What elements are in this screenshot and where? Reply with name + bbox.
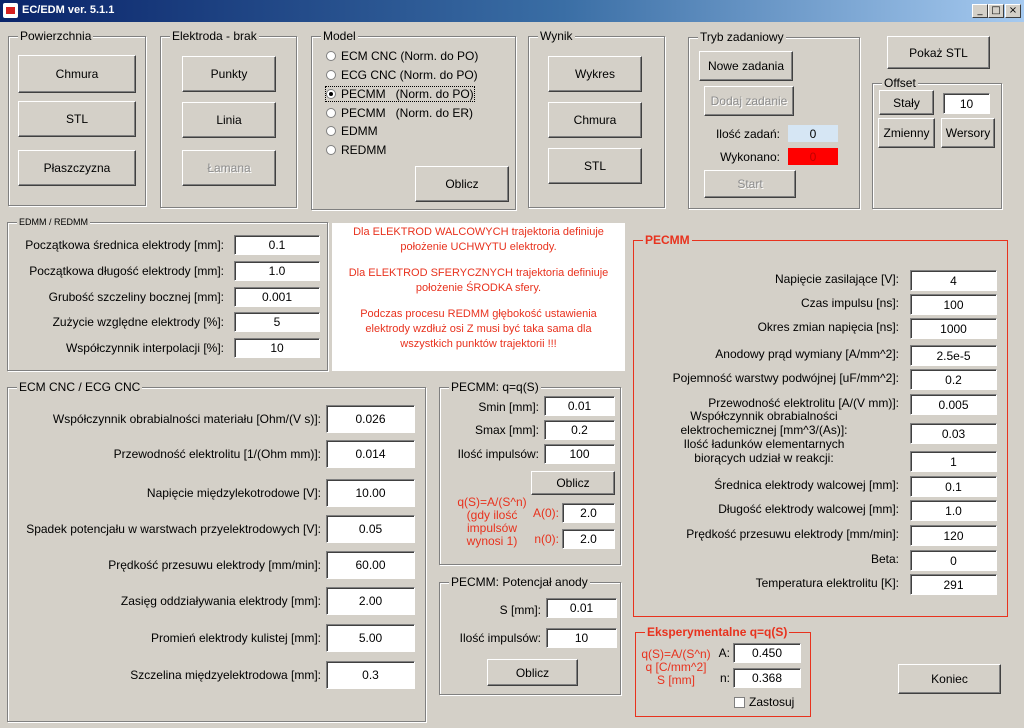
ecm-napiecie-label: Napięcie międzylekotrodowe [V]: [146, 486, 321, 500]
radio-pecmm-po[interactable] [326, 87, 474, 101]
radio-ecg-cnc[interactable] [326, 68, 478, 82]
radio-edmm[interactable] [326, 124, 378, 138]
powierzchnia-stl-button[interactable]: STL [18, 101, 136, 137]
edmm-dlugosc-label: Początkowa długość elektrody [mm]: [29, 264, 224, 278]
powierzchnia-chmura-button[interactable]: Chmura [18, 55, 136, 93]
pecmm-prad-label: Anodowy prąd wymiany [A/mm^2]: [715, 347, 899, 361]
model-oblicz-button[interactable]: Oblicz [415, 166, 509, 202]
edmm-interpolacja-label: Współczynnik interpolacji [%]: [65, 341, 224, 355]
wykonano-value: 0 [788, 148, 838, 165]
edmm-grubosc-label: Grubość szczeliny bocznej [mm]: [48, 290, 224, 304]
smax-label: Smax [mm]: [474, 423, 539, 437]
wynik-title: Wynik [540, 29, 573, 43]
pecmm-czas-label: Czas impulsu [ns]: [800, 296, 899, 310]
ecm-szczelina-label: Szczelina międzyelektrodowa [mm]: [130, 668, 321, 682]
eksp-formula-2: q [C/mm^2] [645, 660, 707, 674]
pecmm-okres-label: Okres zmian napięcia [ns]: [757, 320, 899, 334]
elektroda-lamana-button[interactable]: Łamana [182, 150, 276, 186]
pecmm-ladunki-label: Ilość ładunków elementarnych biorących udział w reakcji: [683, 437, 845, 465]
radio-ecg-cnc-label: ECG CNC (Norm. do PO) [341, 68, 478, 82]
pokaz-stl-button[interactable]: Pokaż STL [887, 36, 990, 69]
qs-n-input[interactable]: 2.0 [562, 529, 615, 549]
ecm-szczelina-input[interactable]: 0.3 [326, 661, 415, 689]
zmienny-button[interactable]: Zmienny [878, 118, 935, 148]
pecmm-prad-input[interactable]: 2.5e-5 [910, 345, 997, 366]
pecmm-okres-input[interactable]: 1000 [910, 318, 997, 339]
ecm-przewodnosc-label: Przewodność elektrolitu [1/(Ohm mm)]: [113, 447, 321, 461]
title-bar [0, 0, 1024, 22]
info-line-5: Podczas procesu REDMM głębokość ustawienia [360, 308, 597, 320]
dodaj-zadanie-button[interactable]: Dodaj zadanie [704, 86, 794, 116]
wynik-chmura-button[interactable]: Chmura [548, 102, 642, 138]
info-line-1: Dla ELEKTROD WALCOWYCH trajektoria definiuje [353, 226, 604, 238]
eksp-a-input[interactable]: 0.450 [733, 643, 801, 663]
pecmm-pot-title: PECMM: Potencjał anody [451, 575, 588, 589]
qs-a-label: A(0): [532, 506, 559, 520]
minimize-button[interactable]: _ [972, 4, 988, 18]
pecmm-przewodnosc-input[interactable]: 0.005 [910, 394, 997, 415]
pecmm-obrabialnosc-label: Współczynnik obrabialności elektrochemicznej [mm^3/(As)]: [680, 409, 848, 437]
pecmm-temperatura-input[interactable]: 291 [910, 574, 997, 595]
eksp-formula-3: S [mm] [657, 673, 695, 687]
radio-redmm[interactable] [326, 143, 386, 157]
eksp-a-label: A: [718, 646, 730, 660]
pot-oblicz-button[interactable]: Oblicz [487, 659, 578, 686]
pecmm-pojemnosc-label: Pojemność warstwy podwójnej [uF/mm^2]: [672, 371, 899, 385]
ecm-zasieg-label: Zasięg oddziaływania elektrody [mm]: [120, 594, 321, 608]
radio-ecg-cnc-dot [326, 70, 336, 80]
info-line-7: wszystkich punktów trajektorii !!! [400, 338, 557, 350]
qs-n-label: n(0): [534, 532, 559, 546]
app-icon [3, 3, 18, 18]
pot-impulsy-label: Ilość impulsów: [459, 631, 541, 645]
qs-oblicz-button[interactable]: Oblicz [531, 471, 615, 495]
elektroda-punkty-button[interactable]: Punkty [182, 56, 276, 92]
pecmm-srednica-input[interactable]: 0.1 [910, 476, 997, 497]
pecmm-beta-label: Beta: [870, 552, 899, 566]
radio-pecmm-er-label: PECMM (Norm. do ER) [341, 106, 474, 120]
offset-title: Offset [884, 76, 916, 90]
ecm-promien-input[interactable]: 5.00 [326, 624, 415, 652]
zastosuj-label: Zastosuj [749, 695, 795, 709]
radio-pecmm-er[interactable] [326, 106, 473, 120]
pecmm-predkosc-input[interactable]: 120 [910, 525, 997, 546]
pecmm-title: PECMM [645, 233, 690, 247]
ecm-obrabialnosc-label: Współczynnik obrabialności materiału [Ohm/(V s)]: [52, 412, 321, 426]
qs-formula-3: impulsów [466, 521, 517, 535]
eksp-formula-1: q(S)=A/(S^n) [641, 647, 711, 661]
pecmm-predkosc-label: Prędkość przesuwu elektrody [mm/min]: [686, 527, 899, 541]
elektroda-linia-button[interactable]: Linia [182, 102, 276, 138]
radio-ecm-cnc-label: ECM CNC (Norm. do PO) [341, 49, 479, 63]
pecmm-srednica-label: Średnica elektrody walcowej [mm]: [714, 478, 899, 492]
pecmm-pojemnosc-input[interactable]: 0.2 [910, 369, 997, 390]
radio-pecmm-po-label: PECMM (Norm. do PO) [341, 87, 474, 101]
ecm-obrabialnosc-input[interactable]: 0.026 [326, 405, 415, 433]
ilosc-zadan-value: 0 [788, 125, 838, 142]
elektroda-title: Elektroda - brak [172, 29, 257, 43]
model-title: Model [323, 29, 356, 43]
qs-impulsy-label: Ilość impulsów: [457, 447, 539, 461]
pecmm-przewodnosc-label: Przewodność elektrolitu [A/(V mm)]: [708, 396, 899, 410]
radio-redmm-dot [326, 145, 336, 155]
radio-pecmm-po-dot [326, 89, 336, 99]
eksp-n-label: n: [719, 671, 730, 685]
info-line-2: położenie UCHWYTU elektrody. [400, 241, 557, 253]
info-note [332, 223, 625, 371]
ecm-title: ECM CNC / ECG CNC [19, 380, 141, 394]
powierzchnia-plaszczyzna-button[interactable]: Płaszczyzna [18, 150, 136, 186]
pecmm-czas-input[interactable]: 100 [910, 294, 997, 315]
info-line-3: Dla ELEKTROD SFERYCZNYCH trajektoria definiuje [348, 267, 609, 279]
powierzchnia-title: Powierzchnia [20, 29, 92, 43]
offset-input[interactable]: 10 [943, 93, 990, 114]
pecmm-obrabialnosc-input[interactable]: 0.03 [910, 423, 997, 444]
edmm-grubosc-input[interactable]: 0.001 [234, 287, 320, 307]
pot-s-label: S [mm]: [499, 603, 541, 617]
radio-pecmm-er-dot [326, 108, 336, 118]
pecmm-napiecie-label: Napięcie zasilające [V]: [774, 272, 899, 286]
wykonano-label: Wykonano: [720, 150, 780, 164]
pot-impulsy-input[interactable]: 10 [546, 628, 617, 648]
info-line-6: elektrody wzdłuż osi Z musi być taka sama dla [365, 323, 592, 335]
wersory-button[interactable]: Wersory [941, 118, 995, 148]
edmm-zuzycie-label: Zużycie względne elektrody [%]: [52, 315, 224, 329]
ecm-przewodnosc-input[interactable]: 0.014 [326, 440, 415, 468]
radio-edmm-dot [326, 126, 336, 136]
pot-s-input[interactable]: 0.01 [546, 598, 617, 618]
pecmm-ladunki-input[interactable]: 1 [910, 451, 997, 472]
smin-label: Smin [mm]: [478, 400, 539, 414]
window-title: EC/EDM ver. 5.1.1 [22, 4, 115, 16]
pecmm-dlugosc-input[interactable]: 1.0 [910, 500, 997, 521]
qs-formula-4: wynosi 1) [466, 534, 518, 548]
qs-a-input[interactable]: 2.0 [562, 503, 615, 523]
ecm-spadek-input[interactable]: 0.05 [326, 515, 415, 543]
ilosc-zadan-label: Ilość zadań: [715, 127, 780, 141]
radio-ecm-cnc-dot [326, 51, 336, 61]
ecm-spadek-label: Spadek potencjału w warstwach przyelektrodowych [V]: [26, 522, 321, 536]
eksp-formula [640, 648, 712, 687]
smax-input[interactable]: 0.2 [544, 420, 615, 440]
ecm-promien-label: Promień elektrody kulistej [mm]: [150, 631, 321, 645]
maximize-button[interactable]: □ [988, 4, 1004, 18]
ecm-predkosc-label: Prędkość przesuwu elektrody [mm/min]: [108, 558, 321, 572]
edmm-srednica-input[interactable]: 0.1 [234, 235, 320, 255]
qs-formula-2: (gdy ilość [466, 508, 518, 522]
start-button[interactable]: Start [704, 170, 796, 198]
edmm-interpolacja-input[interactable]: 10 [234, 338, 320, 358]
pecmm-temperatura-label: Temperatura elektrolitu [K]: [755, 576, 899, 590]
wynik-wykres-button[interactable]: Wykres [548, 56, 642, 92]
nowe-zadania-button[interactable]: Nowe zadania [699, 51, 793, 81]
eksp-title: Eksperymentalne q=q(S) [647, 625, 788, 639]
qs-formula-1: q(S)=A/(S^n) [457, 495, 527, 509]
pecmm-napiecie-input[interactable]: 4 [910, 270, 997, 291]
pecmm-qs-title: PECMM: q=q(S) [451, 380, 539, 394]
ecm-napiecie-input[interactable]: 10.00 [326, 479, 415, 507]
radio-redmm-label: REDMM [341, 143, 387, 157]
eksp-n-input[interactable]: 0.368 [733, 668, 801, 688]
ecm-predkosc-input[interactable]: 60.00 [326, 551, 415, 579]
radio-edmm-label: EDMM [341, 124, 378, 138]
zastosuj-checkbox[interactable] [734, 697, 745, 708]
pecmm-beta-input[interactable]: 0 [910, 550, 997, 571]
edmm-zuzycie-input[interactable]: 5 [234, 312, 320, 332]
qs-formula [447, 496, 537, 548]
wynik-stl-button[interactable]: STL [548, 148, 642, 184]
edmm-title: EDMM / REDMM [19, 217, 88, 227]
close-button[interactable]: × [1005, 4, 1021, 18]
info-line-4: położenie ŚRODKA sfery. [415, 282, 542, 294]
qs-impulsy-input[interactable]: 100 [544, 444, 615, 464]
smin-input[interactable]: 0.01 [544, 396, 615, 416]
ecm-zasieg-input[interactable]: 2.00 [326, 587, 415, 615]
edmm-dlugosc-input[interactable]: 1.0 [234, 261, 320, 281]
pecmm-dlugosc-label: Długość elektrody walcowej [mm]: [718, 502, 899, 516]
edmm-srednica-label: Początkowa średnica elektrody [mm]: [25, 238, 224, 252]
koniec-button[interactable]: Koniec [898, 664, 1001, 694]
tryb-title: Tryb zadaniowy [700, 30, 784, 44]
radio-ecm-cnc[interactable] [326, 49, 478, 63]
staly-button[interactable]: Stały [879, 90, 934, 115]
